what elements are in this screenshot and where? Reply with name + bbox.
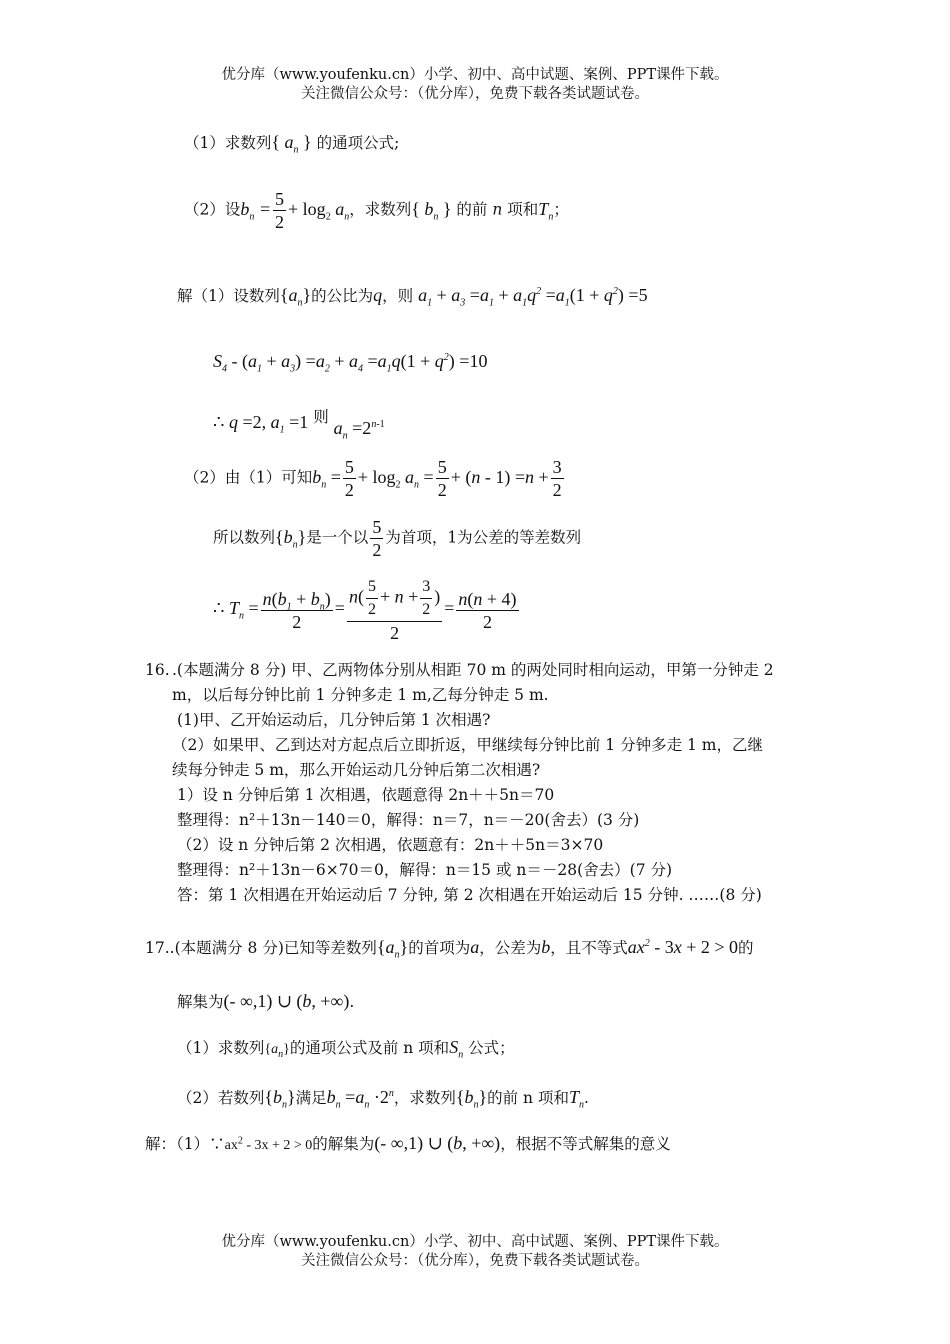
- p16-line-8: （2）设 n 分钟后第 2 次相遇，依题意有：2n＋＋5n＝3×70: [177, 836, 604, 854]
- math-q-a1: ∴ q =2, $a_1 =1$: [213, 412, 309, 436]
- page-footer-line-2: 关注微信公众号：（优分库），免费下载各类试题试卷。: [301, 1253, 649, 1269]
- p15-q2-prefix: （2）设: [184, 200, 241, 219]
- p15-sol-then: ，则: [382, 287, 414, 305]
- page-header-line-2: 关注微信公众号：（优分库），免费下载各类试题试卷。: [301, 86, 649, 102]
- math-seq-bn: { $b_n$ }: [411, 198, 452, 223]
- p16-line-7: 整理得：n²＋13n－140＝0，解得：n＝7，n＝－20(舍去）(3 分): [177, 811, 640, 829]
- p17-solution-line: 解：$(1)\because ax^2 - 3x + 2 > 0$的解集为(- ∞,1) ∪ (b, +∞)，根据不等式解集的意义: [145, 1133, 671, 1153]
- p17-number: 17.: [145, 939, 170, 957]
- p16-number: 16.: [145, 661, 170, 679]
- p15-question-1: [184, 131, 399, 154]
- page-header-line-1: 优分库（www.youfenku.cn）小学、初中、高中试题、案例、PPT课件下载。: [221, 67, 729, 83]
- p17-question-1: （1）求数列$\{a_n\}$的通项公式及前 n 项和$S_n$ 公式；: [177, 1037, 515, 1061]
- math-tn: ∴ $T_n$ = $\frac{n(b_1 + b_n)}{2}$ = n( $\frac{5}{2}$ + n + $\frac{3}{2}$ ) 2 = $\frac{n(n + 4)}{2}$: [213, 578, 517, 643]
- p15-part2-prefix: （2）由（1）可知: [184, 468, 313, 487]
- p16-line-3: (1)甲、乙开始运动后，几分钟后第 1 次相遇?: [177, 711, 491, 729]
- p16-line-10: 答：第 1 次相遇在开始运动后 7 分钟, 第 2 次相遇在开始运动后 15 分钟. ……(8 分): [177, 886, 762, 904]
- p15-tn-formula: [213, 576, 521, 644]
- p15-q1-suffix: 的通项公式;: [316, 134, 400, 152]
- p15-sol-prefix: 解（1）设数列: [177, 287, 280, 305]
- math-bn-an-def: $b_n =a_n \cdot 2^n$: [326, 1087, 394, 1111]
- p15-q2-end: ；: [553, 200, 569, 219]
- math-bn-def: $b_n$ = $\frac{5}{2}$ + $\log_2 a_n$: [240, 189, 350, 232]
- p15-q2-tail2: 项和: [507, 200, 539, 219]
- p16-line-6: 1）设 n 分钟后第 1 次相遇，依题意得 2n＋＋5n＝70: [177, 786, 555, 804]
- p15-then-word: 则: [313, 408, 329, 426]
- p16-line-5: 续每分钟走 5 m，那么开始运动几分钟后第二次相遇?: [172, 761, 541, 779]
- p15-seq-mid: 是一个以: [306, 528, 369, 547]
- p16-line-1: .(本题满分 8 分) 甲、乙两物体分别从相距 70 m 的两处同时相向运动，甲第一分钟走 2: [172, 661, 774, 679]
- math-inequality-2: $ax^2 - 3x + 2 > 0$: [224, 1135, 313, 1153]
- p15-question-2: （2）设$b_n$ = $\frac{5}{2}$ + $\log_2 a_n$，求数列{ $b_n$ } 的前 n 项和$T_n$；: [184, 189, 569, 232]
- math-seq-an: { $a_n$ }: [271, 132, 312, 156]
- p15-q1-prefix: （1）求数列: [184, 134, 272, 152]
- math-solution-set: (- ∞,1) ∪ (b, +∞): [223, 991, 350, 1011]
- p15-q2-tail1: 的前: [456, 200, 488, 219]
- p15-q2-mid: ，求数列: [349, 200, 412, 219]
- p15-sol-mid: 的公比为: [311, 287, 374, 305]
- p17-line-2: 解集为(- ∞,1) ∪ (b, +∞).: [177, 991, 355, 1011]
- p17-question-2: （2）若数列$\{b_n\}$满足$b_n =a_n \cdot 2^n$，求数列$\{b_n\}$的前 n 项和$T_n$.: [177, 1087, 589, 1111]
- p15-solution-1: 解（1）设数列$\{a_n\}$的公比为q，则 $a_1 + a_3 =a_1 + a_1q^2 =a_1(1 + q^2) =5$: [177, 285, 648, 309]
- p15-solution-2: [213, 350, 487, 373]
- p15-seq-tail: 为首项，1为公差的等差数列: [385, 528, 582, 547]
- math-an-formula: $a_n =2^{n-1}$: [333, 418, 385, 442]
- p15-seq-prefix: 所以数列: [213, 528, 276, 547]
- p16-line-9: 整理得：n²＋13n－6×70＝0，解得：n＝15 或 n＝－28(舍去）(7 分): [177, 861, 673, 879]
- p16-line-4: （2）如果甲、乙到达对方起点后立即折返，甲继续每分钟比前 1 分钟多走 1 m，乙继: [172, 736, 763, 754]
- math-a1-a3-eq: $a_1 + a_3 =a_1 + a_1q^2 =a_1(1 + q^2) =5$: [418, 285, 648, 309]
- p16-line-2: m，以后每分钟比前 1 分钟多走 1 m,乙每分钟走 5 m.: [172, 686, 549, 704]
- math-s4-eq: $S_4 - (a_1 + a_3) =a_2 + a_4 =a_1q(1 + q^2) =10$: [213, 351, 488, 375]
- page-footer-line-1: 优分库（www.youfenku.cn）小学、初中、高中试题、案例、PPT课件下载。: [221, 1234, 729, 1250]
- p15-seq-statement: 所以数列$\{b_n\}$是一个以 $\frac{5}{2}$ 为首项，1为公差的等差数列: [213, 517, 582, 560]
- p17-line1-prefix: .(本题满分 8 分)已知等差数列: [169, 939, 377, 957]
- math-bn-derivation: $b_n$ = $\frac{5}{2}$ + $\log_2 a_n$ = $\frac{5}{2}$ + (n - 1) =n + $\frac{3}{2}$: [312, 457, 562, 500]
- math-inequality: $ax^2 - 3x + 2 > 0$: [627, 937, 739, 957]
- p15-part2-line: [184, 456, 566, 501]
- p17-line-1: 17..(本题满分 8 分)已知等差数列$\{a_n\}$的首项为a，公差为b，且不等式$ax^2 - 3x + 2 > 0$的: [145, 937, 754, 961]
- p15-solution-3: [213, 406, 385, 442]
